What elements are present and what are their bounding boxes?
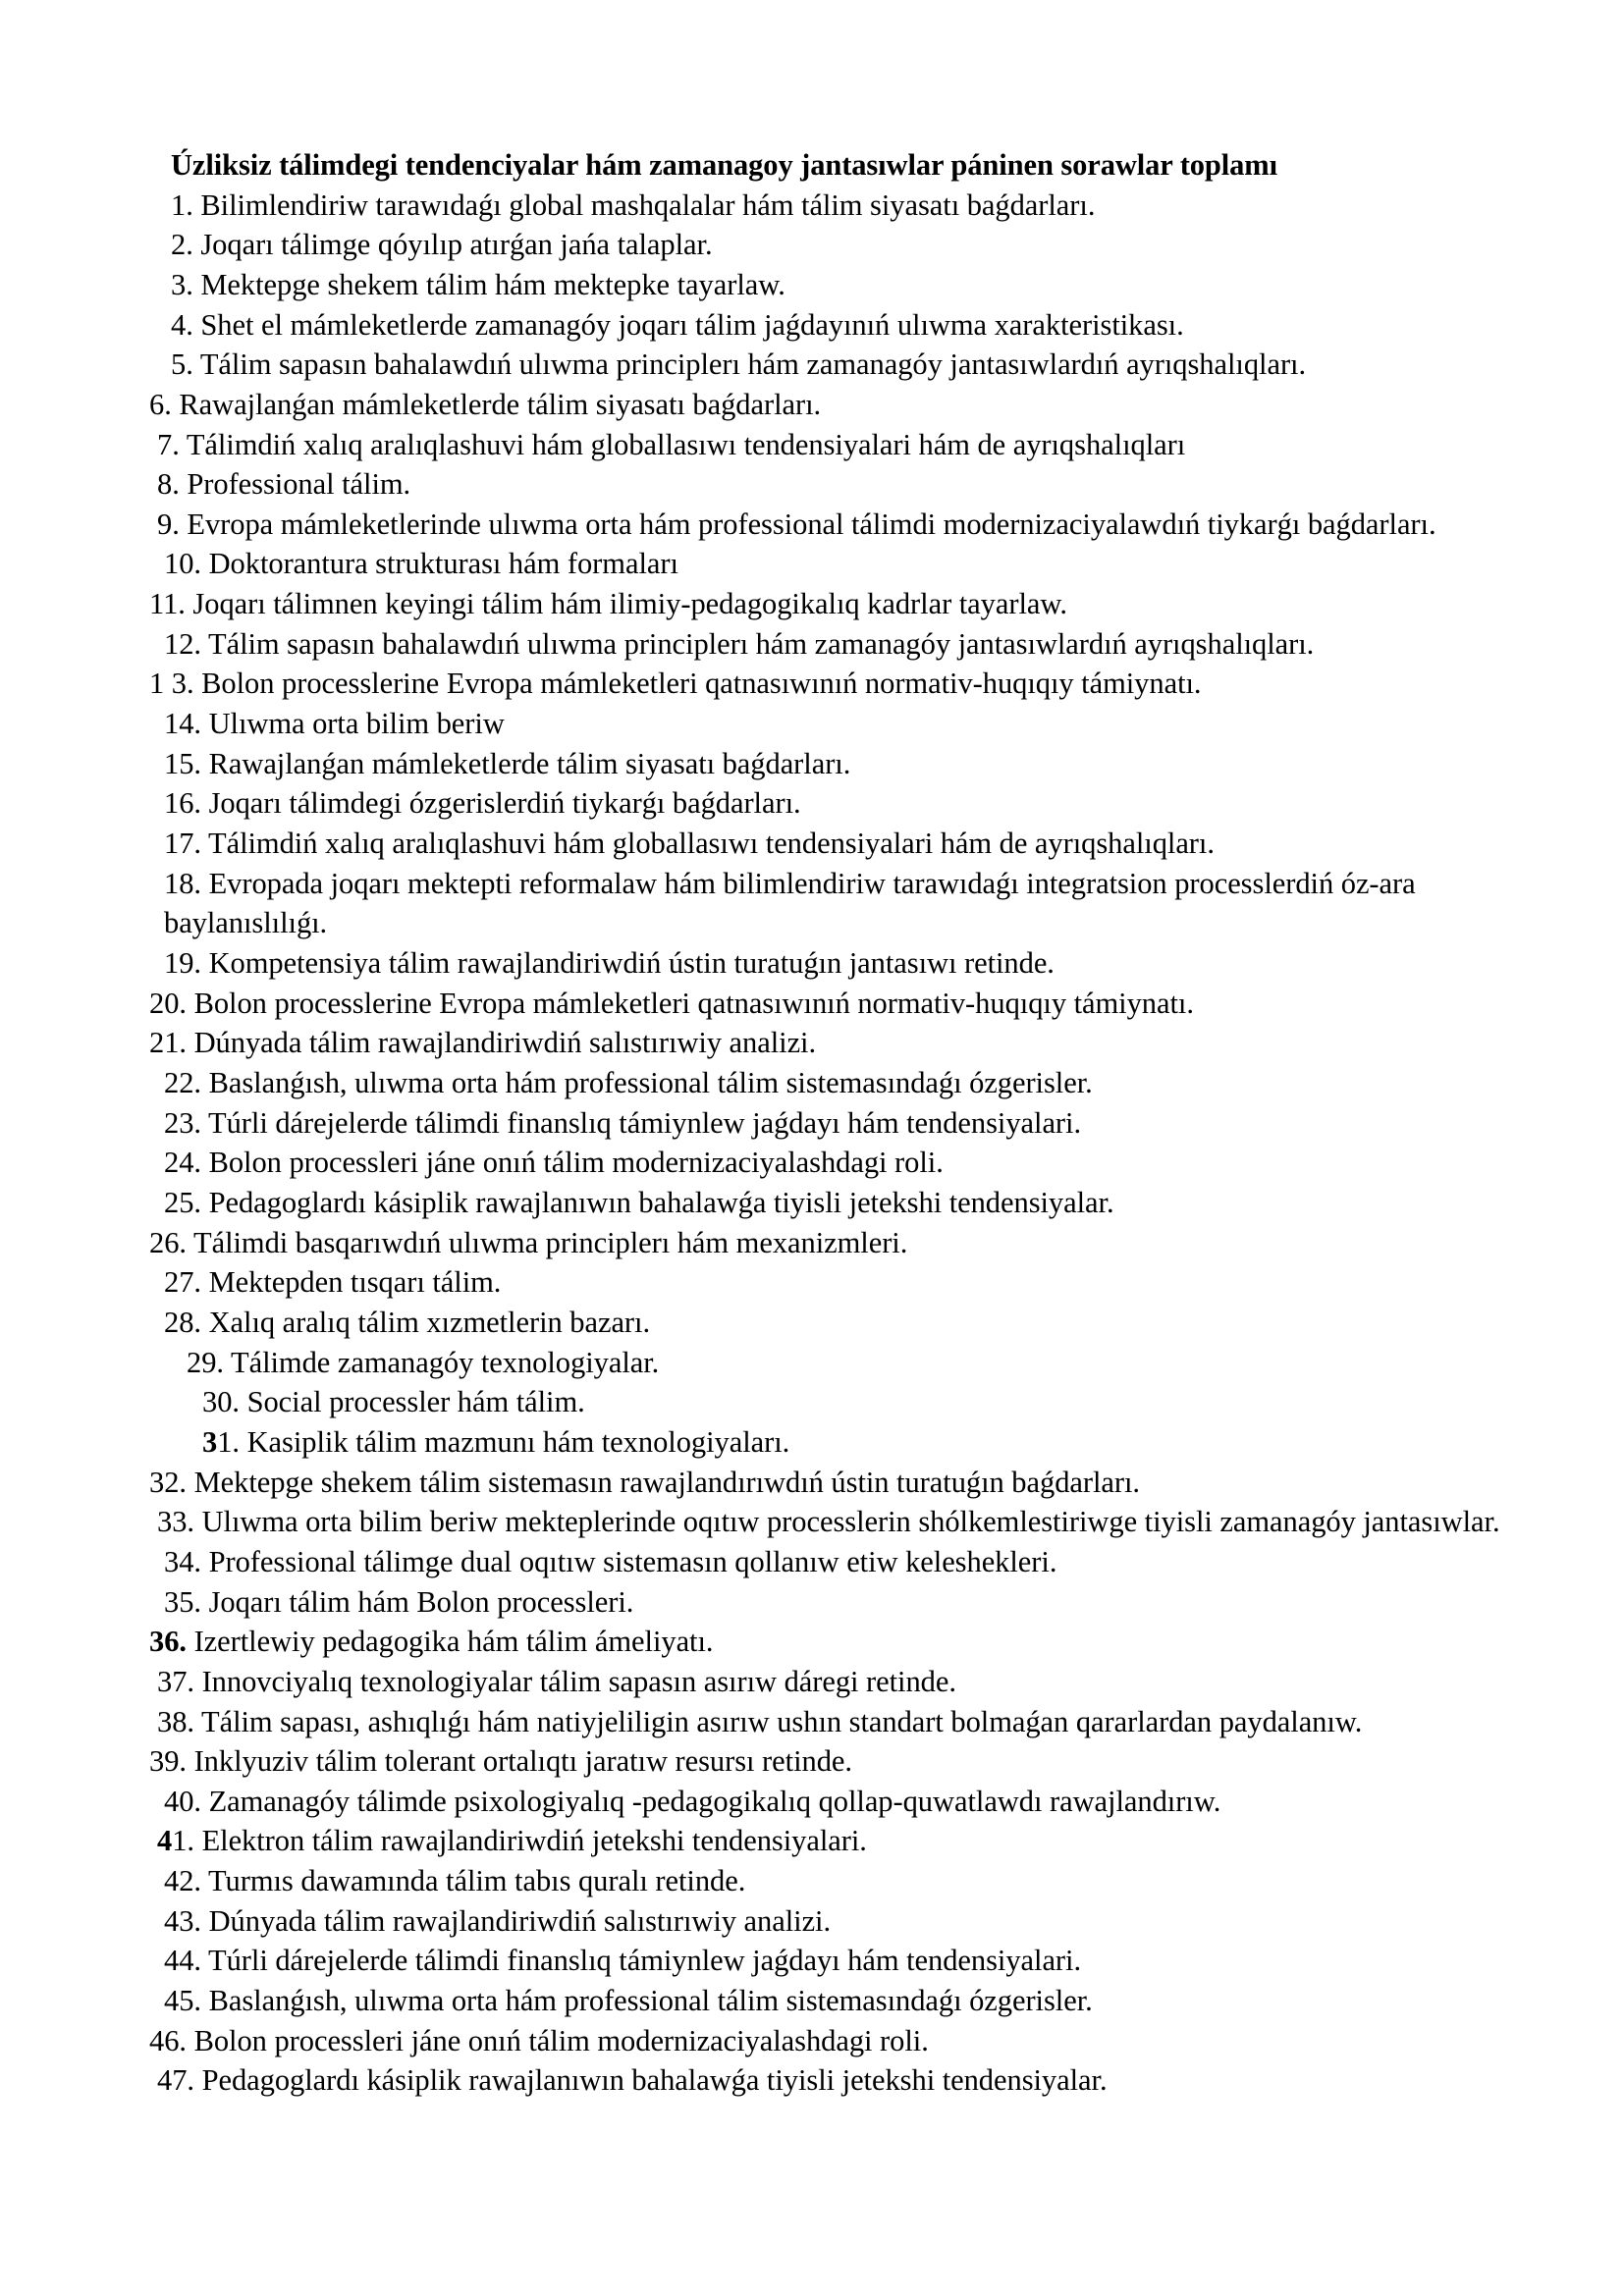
list-item-number: 14. (164, 707, 201, 741)
list-item-text: Mektepge shekem tálim sistemasın rawajlandırıwdıń ústin turatuǵın baǵdarları. (193, 1465, 1141, 1499)
list-item-text: Joqarı tálim hám Bolon processleri. (208, 1584, 634, 1619)
list-item-number: 18. (164, 866, 201, 900)
list-item-number: 37. (157, 1664, 194, 1698)
list-item-number: 12. (164, 626, 201, 661)
list-item (149, 1741, 1522, 1782)
list-item (157, 1662, 1522, 1702)
list-item-text: Zamanagóy tálimde psixologiyalıq -pedagogikalıq qollap-quwatlawdı rawajlandırıw. (208, 1784, 1221, 1818)
list-item (171, 265, 1522, 305)
list-item (164, 744, 1522, 784)
list-item-number: 38. (157, 1704, 194, 1738)
list-item-text: Baslanǵısh, ulıwma orta hám professional tálim sistemasındaǵı ózgerisler. (208, 1066, 1093, 1099)
list-item-number: 19. (164, 946, 201, 981)
list-item-number: 25. (164, 1185, 201, 1219)
list-item-number: 27. (164, 1265, 201, 1300)
list-item-number: 36. (149, 1625, 187, 1659)
list-item (164, 704, 1522, 744)
list-item (149, 1023, 1522, 1063)
list-item (149, 1463, 1522, 1503)
list-item (149, 385, 1522, 425)
list-item-text: Turmıs dawamında tálim tabıs quralı retinde. (208, 1864, 746, 1898)
list-item (171, 186, 1522, 226)
list-item-text: Tálimde zamanagóy texnologiyalar. (231, 1345, 660, 1379)
list-item (157, 1502, 1522, 1542)
list-item-number: 16. (164, 786, 201, 821)
list-item-number: 4. (171, 307, 193, 342)
list-item (164, 1103, 1522, 1144)
list-item-number: 1. (171, 187, 193, 222)
list-item-number: 7. (157, 427, 180, 461)
list-item-text: Evropa mámleketlerinde ulıwma orta hám professional tálimdi modernizaciyalawdıń tiykarǵı baǵdarları. (187, 507, 1436, 541)
list-item (171, 345, 1522, 385)
list-item (157, 464, 1522, 505)
list-item (164, 1303, 1522, 1343)
list-item-number: 41. (157, 1824, 194, 1858)
list-item-number: 34. (164, 1544, 201, 1578)
list-item (164, 1542, 1522, 1582)
list-item (164, 1941, 1522, 1981)
question-list (149, 186, 1522, 2102)
list-item-text: Joqarı tálimnen keyingi tálim hám ilimiy-pedagogikalıq kadrlar tayarlaw. (192, 587, 1067, 621)
list-item (164, 544, 1522, 584)
list-item-number: 40. (164, 1784, 201, 1818)
list-item-text: Professional tálim. (187, 467, 411, 502)
list-item-number: 43. (164, 1903, 201, 1938)
list-item (164, 943, 1522, 984)
list-item-text: Pedagoglardı kásiplik rawajlanıwın bahalawǵa tiyisli jetekshi tendensiyalar. (201, 2063, 1108, 2098)
list-item-text: Bilimlendiriw tarawıdaǵı global mashqalalar hám tálim siyasatı baǵdarları. (200, 187, 1096, 222)
list-item-number: 5. (171, 347, 193, 382)
list-item (164, 624, 1522, 665)
list-item-number: 26. (149, 1225, 187, 1259)
list-item (164, 864, 1522, 943)
list-item-number: 3. (171, 267, 193, 301)
list-item-number: 1 3. (149, 667, 194, 701)
list-item (164, 1143, 1522, 1183)
list-item-number: 44. (164, 1944, 201, 1978)
list-item-text: Doktorantura strukturası hám formaları (208, 547, 678, 581)
list-item-number: 35. (164, 1584, 201, 1619)
list-item-text: Elektron tálim rawajlandiriwdiń jetekshi tendensiyalari. (201, 1824, 867, 1858)
list-item-number: 32. (149, 1465, 187, 1499)
list-item-text: Bolon processlerine Evropa mámleketleri qatnasıwınıń normativ-huqıqıy támiynatı. (201, 667, 1202, 701)
list-item (164, 824, 1522, 864)
list-item (171, 225, 1522, 265)
list-item (187, 1343, 1522, 1383)
list-item (149, 2021, 1522, 2061)
list-item-number: 10. (164, 547, 201, 581)
list-item (164, 1981, 1522, 2021)
list-item (164, 783, 1522, 824)
list-item (164, 1782, 1522, 1822)
list-item (164, 1861, 1522, 1901)
list-item-text: Tálimdiń xalıq aralıqlashuvi hám globallasıwı tendensiyalari hám de ayrıqshalıqları (186, 427, 1186, 461)
list-item-text: Mektepden tısqarı tálim. (208, 1265, 502, 1300)
page-title: Úzliksiz tálimdegi tendenciyalar hám zamanagoy jantasıwlar páninen sorawlar toplamı (171, 148, 1277, 182)
list-item-number: 33. (157, 1505, 194, 1539)
list-item (149, 1223, 1522, 1263)
list-item (157, 505, 1522, 545)
list-item-number: 20. (149, 986, 187, 1020)
list-item (202, 1422, 1522, 1463)
list-item-number: 6. (149, 387, 172, 421)
list-item-number: 45. (164, 1984, 201, 2018)
list-item-number: 9. (157, 507, 180, 541)
list-item-number: 42. (164, 1864, 201, 1898)
list-item (149, 1622, 1522, 1662)
list-item-text: Rawajlanǵan mámleketlerde tálim siyasatı baǵdarları. (179, 387, 822, 421)
list-item-number: 46. (149, 2023, 187, 2057)
list-item-text: Joqarı tálimge qóyılıp atırǵan jańa talaplar. (200, 228, 713, 262)
list-item-number: 2. (171, 228, 193, 262)
list-item (171, 305, 1522, 346)
list-item-text: Evropada joqarı mektepti reformalaw hám bilimlendiriw tarawıdaǵı integratsion processlerdiń óz-ara baylanıslılıǵı. (164, 866, 1416, 940)
list-item-text: Tálim sapasın bahalawdıń ulıwma principlerı hám zamanagóy jantasıwlardıń ayrıqshalıqları. (199, 347, 1307, 382)
list-item-text: Shet el mámleketlerde zamanagóy joqarı tálim jaǵdayınıń ulıwma xarakteristikası. (200, 307, 1184, 342)
list-item-text: Tálim sapası, ashıqlıǵı hám natiyjeliligin asırıw ushın standart bolmaǵan qararlardan paydalanıw. (201, 1704, 1363, 1738)
list-item (164, 1901, 1522, 1942)
list-item-text: Mektepge shekem tálim hám mektepke tayarlaw. (200, 267, 785, 301)
list-item-text: Kasiplik tálim mazmunı hám texnologiyaları. (246, 1424, 790, 1459)
list-item (164, 1183, 1522, 1223)
list-item-text: Rawajlanǵan mámleketlerde tálim siyasatı baǵdarları. (208, 746, 851, 780)
list-item (149, 984, 1522, 1024)
list-item-text: Tálim sapasın bahalawdıń ulıwma principlerı hám zamanagóy jantasıwlardıń ayrıqshalıqları. (208, 626, 1315, 661)
list-item-text: Kompetensiya tálim rawajlandiriwdiń ústin turatuǵın jantasıwı retinde. (208, 946, 1055, 981)
list-item-text: Izertlewiy pedagogika hám tálim ámeliyatı. (193, 1625, 714, 1659)
list-item-text: Tálimdi basqarıwdıń ulıwma principlerı hám mexanizmleri. (193, 1225, 908, 1259)
list-item (149, 584, 1522, 624)
list-item-number: 31. (202, 1424, 240, 1459)
list-item-number: 22. (164, 1066, 201, 1099)
list-item-text: Innovciyalıq texnologiyalar tálim sapasın asırıw dáregi retinde. (201, 1664, 956, 1698)
list-item-text: Ulıwma orta bilim beriw (208, 707, 505, 741)
list-item (164, 1063, 1522, 1103)
list-item-number: 8. (157, 467, 180, 502)
list-item-number: 15. (164, 746, 201, 780)
list-item-number: 29. (187, 1345, 224, 1379)
list-item-text: Joqarı tálimdegi ózgerislerdiń tiykarǵı baǵdarları. (208, 786, 801, 821)
list-item-text: Professional tálimge dual oqıtıw sistemasın qollanıw etiw keleshekleri. (208, 1544, 1057, 1578)
list-item-text: Dúnyada tálim rawajlandiriwdiń salıstırıwiy analizi. (193, 1026, 817, 1060)
list-item-text: Bolon processleri jáne onıń tálim modernizaciyalashdagi roli. (208, 1146, 944, 1180)
list-item-number: 17. (164, 827, 201, 861)
list-item-number: 47. (157, 2063, 194, 2098)
list-item-number: 23. (164, 1105, 201, 1140)
list-item (157, 2060, 1522, 2101)
list-item-text: Social processler hám tálim. (246, 1385, 585, 1419)
list-item-text: Pedagoglardı kásiplik rawajlanıwın bahalawǵa tiyisli jetekshi tendensiyalar. (208, 1185, 1114, 1219)
list-item-text: Túrli dárejelerde tálimdi finanslıq támiynlew jaǵdayı hám tendensiyalari. (208, 1105, 1082, 1140)
list-item-text: Bolon processlerine Evropa mámleketleri qatnasıwınıń normativ-huqıqıy támiynatı. (193, 986, 1194, 1020)
list-item-number: 28. (164, 1305, 201, 1339)
list-item (149, 664, 1522, 704)
list-item (157, 1821, 1522, 1861)
list-item-text: Tálimdiń xalıq aralıqlashuvi hám globallasıwı tendensiyalari hám de ayrıqshalıqları. (208, 827, 1215, 861)
list-item-text: Inklyuziv tálim tolerant ortalıqtı jaratıw resursı retinde. (193, 1744, 852, 1779)
list-item-text: Baslanǵısh, ulıwma orta hám professional tálim sistemasındaǵı ózgerisler. (208, 1984, 1093, 2018)
list-item-number: 24. (164, 1146, 201, 1180)
list-item (202, 1382, 1522, 1422)
list-item (157, 425, 1522, 465)
list-item (157, 1702, 1522, 1742)
list-item (164, 1262, 1522, 1303)
list-item (164, 1582, 1522, 1623)
list-item-number: 11. (149, 587, 186, 621)
list-item-text: Xalıq aralıq tálim xızmetlerin bazarı. (208, 1305, 651, 1339)
list-item-number: 21. (149, 1026, 187, 1060)
list-item-text: Dúnyada tálim rawajlandiriwdiń salıstırıwiy analizi. (208, 1903, 832, 1938)
list-item-text: Ulıwma orta bilim beriw mekteplerinde oqıtıw processlerin shólkemlestiriwge tiyisli zamanagóy jantasıwlar. (201, 1505, 1500, 1539)
list-item-text: Bolon processleri jáne onıń tálim modernizaciyalashdagi roli. (193, 2023, 929, 2057)
list-item-number: 39. (149, 1744, 187, 1779)
list-item-number: 30. (202, 1385, 240, 1419)
list-item-text: Túrli dárejelerde tálimdi finanslıq támiynlew jaǵdayı hám tendensiyalari. (208, 1944, 1082, 1978)
